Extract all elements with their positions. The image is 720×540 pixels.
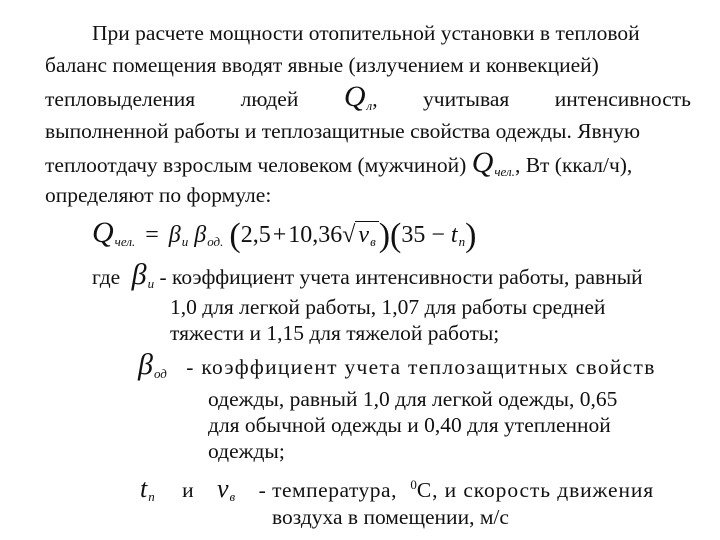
formula-beta-2-sub: од. — [207, 234, 224, 249]
text: воздуха в помещении, м/с — [272, 505, 509, 529]
para-line-6 — [45, 182, 271, 208]
formula-beta-1-sub: и — [181, 234, 189, 249]
text: одежды, равный 1,0 для легкой одежды, 0,65 — [208, 387, 618, 411]
text: 1,0 для легкой работы, 1,07 для работы средней — [170, 295, 606, 319]
formula-const: 10,36 — [288, 222, 343, 248]
def-2-line-3 — [208, 412, 691, 438]
formula-lhs-sub: чел. — [114, 234, 136, 249]
word: тепловыделения — [45, 87, 196, 111]
formula-paren: ( — [229, 217, 241, 254]
para-line-3 — [45, 80, 691, 119]
formula-beta-2: β — [194, 222, 207, 248]
text: С, и скорость движения — [416, 478, 655, 502]
formula — [92, 216, 477, 255]
text: для обычной одежды и 0,40 для утепленной — [208, 413, 611, 437]
symbol-q-chel: $Q_{чел.}$ — [471, 146, 515, 179]
para-line-5 — [45, 146, 633, 185]
formula-t: t — [450, 222, 458, 248]
where-label: где — [92, 265, 121, 289]
def-3-line-2 — [272, 504, 509, 530]
formula-plus: + — [272, 222, 287, 248]
text: - коэффициент учета интенсивности работы, равный — [159, 265, 643, 289]
formula-paren: ( — [390, 217, 402, 254]
formula-equals: = — [145, 222, 159, 248]
symbol-q-l: $Q_л$, — [343, 80, 378, 113]
text: и — [182, 478, 194, 502]
formula-minus: − — [431, 222, 445, 248]
sqrt-sign: √ — [342, 222, 356, 248]
text: тяжести и 1,15 для тяжелой работы; — [170, 321, 500, 345]
formula-const: 2,5 — [240, 222, 271, 248]
word: учитывая — [423, 87, 510, 111]
text: выполненной работы и теплозащитные свойства одежды. Явную — [45, 119, 641, 143]
text: одежды; — [208, 439, 285, 463]
text: определяют по формуле: — [45, 183, 272, 207]
formula-paren: ) — [465, 217, 477, 254]
symbol-v-v: $v_в$ — [217, 474, 236, 504]
symbol-t-p: $t_п$ — [140, 474, 155, 504]
text: , Вт (ккал/ч), — [514, 153, 633, 177]
formula-radicand: $v_в$ — [355, 221, 378, 248]
formula-lhs: Q — [92, 216, 114, 249]
def-1-line-3 — [170, 320, 499, 346]
para-line-1 — [92, 20, 640, 46]
def-2-line-1 — [138, 348, 656, 387]
text: теплоотдачу взрослым человеком (мужчиной) — [45, 153, 467, 177]
def-1-line-2 — [170, 294, 691, 320]
def-2-line-2 — [208, 386, 691, 412]
word: людей — [240, 87, 299, 111]
formula-const: 35 — [401, 222, 426, 248]
text: - температура, — [258, 478, 397, 502]
formula-t-sub: п — [458, 234, 466, 249]
para-line-4 — [45, 118, 691, 144]
formula-paren: ) — [378, 217, 391, 254]
degree-sign: 0 — [410, 477, 417, 492]
def-1-line-1 — [92, 258, 643, 297]
text: - коэффициент учета теплозащитных свойств — [186, 355, 656, 379]
symbol-beta-od: $\beta_{од}$ — [138, 348, 167, 381]
para-line-2 — [45, 52, 691, 78]
text: баланс помещения вводят явные (излучением и конвекцией) — [45, 53, 599, 77]
symbol-beta-i: $\beta_и$ — [131, 258, 155, 291]
formula-beta-1: β — [168, 222, 181, 248]
word: интенсивность — [554, 87, 691, 111]
def-2-line-4 — [208, 438, 285, 464]
text: При расчете мощности отопительной установки в тепловой — [92, 21, 640, 45]
